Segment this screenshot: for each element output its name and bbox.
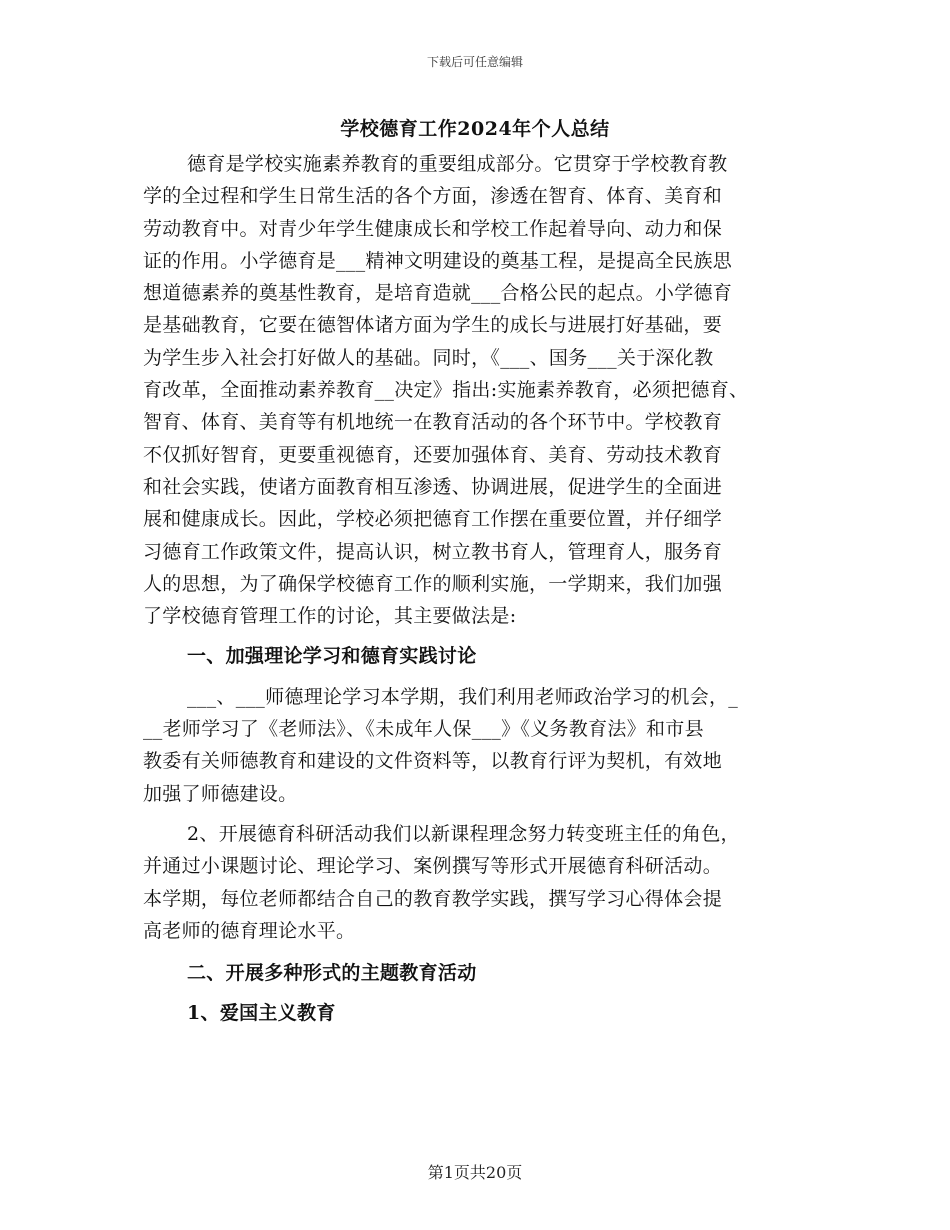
paragraph-line: ___、___师德理论学习本学期，我们利用老师政治学习的机会，_ — [187, 685, 739, 708]
section-heading: 一、加强理论学习和德育实践讨论 — [187, 645, 477, 668]
paragraph-line: 是基础教育，它要在德智体诸方面为学生的成长与进展打好基础，要 — [143, 314, 723, 337]
subsection-heading: 1、爱国主义教育 — [187, 1002, 336, 1025]
paragraph-line: 为学生步入社会打好做人的基础。同时，《___、国务___关于深化教 — [143, 346, 714, 369]
section-heading: 二、开展多种形式的主题教育活动 — [187, 962, 477, 985]
paragraph-line: 本学期，每位老师都结合自己的教育教学实践，撰写学习心得体会提 — [143, 887, 723, 910]
paragraph-line: 不仅抓好智育，更要重视德育，还要加强体育、美育、劳动技术教育 — [143, 443, 723, 466]
paragraph-line: 展和健康成长。因此，学校必须把德育工作摆在重要位置，并仔细学 — [143, 508, 723, 531]
paragraph-line: 高老师的德育理论水平。 — [143, 919, 356, 942]
paragraph-line: 教委有关师德教育和建设的文件资料等，以教育行评为契机，有效地 — [143, 750, 723, 773]
paragraph-line: 证的作用。小学德育是___精神文明建设的奠基工程，是提高全民族思 — [143, 249, 733, 272]
paragraph-line: 2、开展德育科研活动我们以新课程理念努力转变班主任的角色， — [187, 822, 740, 845]
paragraph-line: 智育、体育、美育等有机地统一在教育活动的各个环节中。学校教育 — [143, 411, 723, 434]
paragraph-line: __老师学习了《老师法》、《未成年人保___》《义务教育法》和市县 — [143, 718, 704, 741]
paragraph-line: 德育是学校实施素养教育的重要组成部分。它贯穿于学校教育教 — [187, 153, 728, 175]
paragraph-line: 加强了师德建设。 — [143, 782, 298, 805]
page-header-note: 下载后可任意编辑 — [426, 55, 523, 69]
paragraph-line: 和社会实践，使诸方面教育相互渗透、协调进展，促进学生的全面进 — [143, 475, 723, 498]
paragraph-line: 了学校德育管理工作的讨论，其主要做法是: — [143, 605, 517, 628]
paragraph-line: 人的思想，为了确保学校德育工作的顺利实施，一学期来，我们加强 — [143, 572, 723, 595]
document-body — [143, 148, 833, 1030]
document-title: 学校德育工作2024年个人总结 — [340, 118, 610, 140]
paragraph-line: 育改革，全面推动素养教育__决定》指出:实施素养教育，必须把德育、 — [143, 379, 749, 402]
page-number: 第1页共20页 — [427, 1163, 523, 1182]
paragraph-line: 习德育工作政策文件，提高认识，树立教书育人，管理育人，服务育 — [143, 540, 723, 563]
paragraph-line: 想道德素养的奠基性教育，是培育造就___合格公民的起点。小学德育 — [143, 282, 733, 305]
paragraph-line: 劳动教育中。对青少年学生健康成长和学校工作起着导向、动力和保 — [143, 217, 723, 240]
paragraph-line: 并通过小课题讨论、理论学习、案例撰写等形式开展德育科研活动。 — [143, 855, 723, 878]
paragraph-line: 学的全过程和学生日常生活的各个方面，渗透在智育、体育、美育和 — [143, 185, 723, 208]
